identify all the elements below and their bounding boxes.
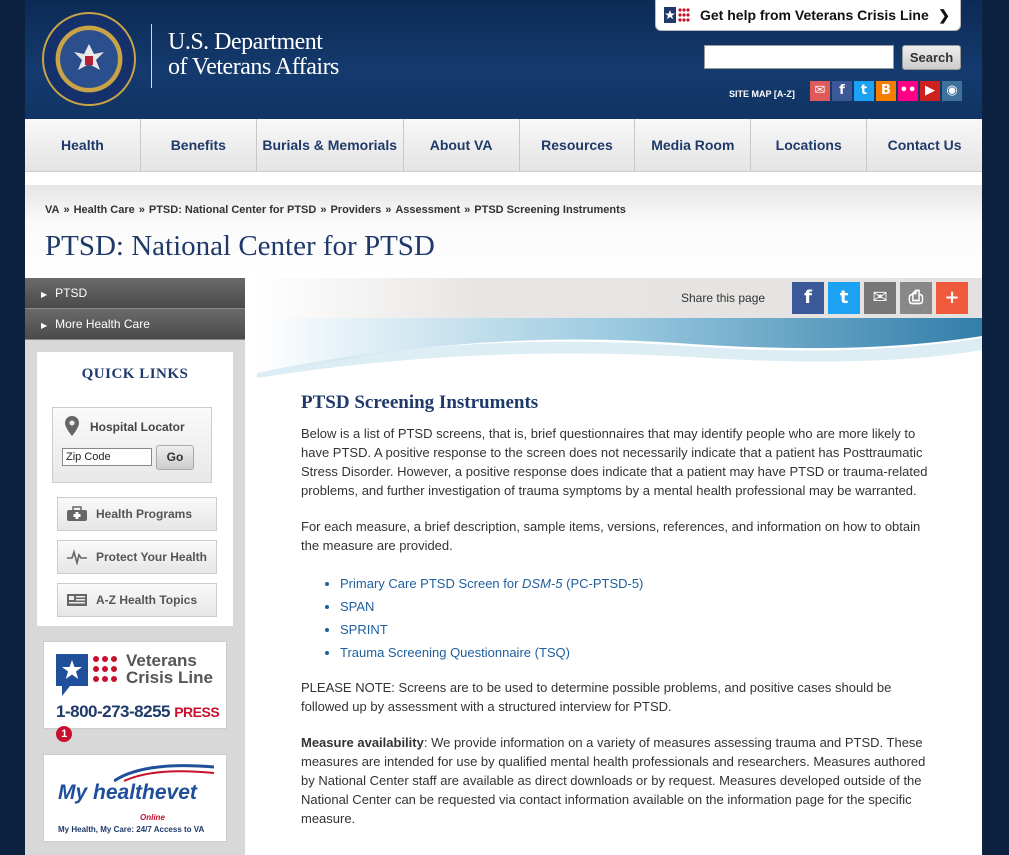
health-programs-button[interactable] [57,497,217,531]
breadcrumb-separator: » [320,204,327,216]
breadcrumb-separator: » [138,204,145,216]
breadcrumb-separator: » [385,204,392,216]
list-item-span[interactable]: • SPAN [340,595,941,618]
search-input[interactable] [704,45,894,69]
veterans-crisis-line-banner[interactable] [43,641,227,740]
nav-contact-us[interactable]: Contact Us [887,137,962,153]
zip-code-input[interactable]: Zip Code [62,448,152,466]
breadcrumb-health-care[interactable]: Health Care [73,204,135,216]
flickr-icon[interactable]: •• [898,81,918,101]
search-button[interactable]: Search [902,45,961,70]
breadcrumb-va[interactable]: VA [45,204,60,216]
list-item-pc-ptsd-5[interactable] [340,572,941,595]
sidebar-item-label: More Health Care [55,317,150,331]
share-icons [792,282,968,314]
crisis-line-label: Get help from Veterans Crisis Line [700,7,929,23]
nav-health[interactable]: Health [25,119,141,171]
print-share-icon[interactable]: ⎙ [900,282,932,314]
decorative-wave-banner [257,318,982,378]
a-z-health-topics-button[interactable] [57,583,217,617]
triangle-right-icon: ▶ [41,290,48,299]
crisis-banner-line1: Veterans [126,651,197,670]
mhv-online-label: Online [140,813,165,822]
availability-label: Measure availability [301,735,424,750]
share-bar [257,278,982,318]
content-heading: PTSD Screening Instruments [301,392,539,413]
mhv-tagline: My Health, My Care: 24/7 Access to VA [58,825,205,834]
measure-info-paragraph: For each measure, a brief description, sample items, versions, references, and information on how to obtain the measure are provided. [301,519,921,553]
topics-list-icon [66,592,88,608]
social-icons [810,81,962,101]
department-title[interactable] [168,30,339,80]
facebook-share-icon[interactable]: f [792,282,824,314]
health-programs-label: Health Programs [96,507,193,521]
intro-paragraph: Below is a list of PTSD screens, that is, brief questionnaires that may identify people who are more likely to have PTSD. A positive response to the screen does not necessarily indicate that a patient has Posttraumatic Stress Disorder. However, a positive response does indicate that a patient may have PTSD or trauma-related problems, and further investigation of trauma symptoms by a mental health professional may be warranted. [301,426,928,498]
instagram-icon[interactable]: ◉ [942,81,962,101]
map-pin-icon [65,416,79,436]
crisis-banner-title [126,652,213,686]
email-share-icon[interactable]: ✉ [864,282,896,314]
more-share-icon[interactable]: + [936,282,968,314]
va-seal-logo[interactable] [42,12,136,106]
hospital-locator-label: Hospital Locator [90,420,185,434]
header-divider [151,24,152,88]
site-header [25,0,982,119]
heartbeat-icon [66,549,88,565]
sidebar [25,278,245,855]
title-band [25,185,982,278]
screening-list [301,572,941,664]
crisis-phone: 1-800-273-8255 [56,702,170,721]
go-button[interactable]: Go [156,445,194,470]
chevron-right-icon: ❯ [938,7,950,23]
site-map-link[interactable] [729,89,795,99]
twitter-icon[interactable]: t [854,81,874,101]
quick-links-panel [37,352,233,626]
main-content [301,392,941,845]
breadcrumb-separator: » [464,204,471,216]
share-label: Share this page [681,291,766,305]
pc-ptsd-suffix: (PC-PTSD-5) [562,576,644,591]
protect-your-health-label: Protect Your Health [96,550,207,564]
triangle-right-icon: ▶ [41,321,48,330]
sidebar-item-label: PTSD [55,286,88,300]
breadcrumb-assessment[interactable]: Assessment [395,204,461,216]
protect-your-health-button[interactable] [57,540,217,574]
availability-text: : We provide information on a variety of measures assessing trauma and PTSD. These measures are intended for use by qualified mental health professionals and researchers. Measures authored by National Center staff are available as direct downloads or by request. Measures developed outside of the National Center can be requested via contact information available on the information page for the specific measure. [301,735,926,826]
twitter-share-icon[interactable]: t [828,282,860,314]
breadcrumb-current: PTSD Screening Instruments [474,204,626,216]
list-item-tsq[interactable]: • Trauma Screening Questionnaire (TSQ) [340,641,941,664]
blogger-icon[interactable]: B [876,81,896,101]
breadcrumb-separator: » [63,204,70,216]
crisis-phone-number [56,702,226,742]
crisis-banner-line2: Crisis Line [126,668,213,687]
sidebar-item-ptsd[interactable] [25,278,245,309]
page [25,0,982,855]
email-icon[interactable]: ✉ [810,81,830,101]
pc-ptsd-dsm: DSM-5 [522,576,563,591]
nav-benefits[interactable]: Benefits [141,119,257,171]
breadcrumb-ptsd[interactable]: PTSD: National Center for PTSD [148,204,317,216]
list-item-sprint[interactable]: • SPRINT [340,618,941,641]
nav-locations[interactable]: Locations [751,119,867,171]
eagle-icon [72,40,106,74]
nav-burials-memorials[interactable]: Burials & Memorials [257,119,404,171]
measure-availability-paragraph [301,733,941,828]
dept-line-2: of Veterans Affairs [168,54,339,80]
medical-bag-icon [66,506,88,522]
flag-swoosh-icon [114,761,214,783]
my-healthevet-logo: My healthevet [58,781,197,804]
crisis-line-logo-icon [56,654,122,698]
sidebar-item-more-health-care[interactable] [25,309,245,340]
site-map-label: SITE MAP [729,89,772,99]
nav-resources[interactable]: Resources [520,119,636,171]
pc-ptsd-prefix: Primary Care PTSD Screen for [340,576,523,591]
site-map-az: [A-Z] [773,89,795,99]
quick-links-title: QUICK LINKS [81,366,189,382]
dept-line-1: U.S. Department [168,29,323,55]
nav-about-va[interactable]: About VA [404,119,520,171]
press-number-badge: 1 [56,726,72,742]
veterans-crisis-line-button[interactable] [655,0,961,31]
breadcrumb [45,204,626,216]
facebook-icon[interactable]: f [832,81,852,101]
please-note-paragraph: PLEASE NOTE: Screens are to be used to determine possible problems, and positive cases should be followed up by assessment with a structured interview for PTSD. [301,680,892,714]
my-healthevet-banner[interactable] [43,754,227,842]
hospital-locator [52,407,212,483]
a-z-health-topics-label: A-Z Health Topics [96,593,198,607]
main-nav [25,119,982,172]
youtube-icon[interactable]: ▶ [920,81,940,101]
page-title: PTSD: National Center for PTSD [45,230,435,262]
nav-media-room[interactable]: Media Room [635,119,751,171]
press-label: PRESS [174,704,220,720]
breadcrumb-providers[interactable]: Providers [330,204,382,216]
crisis-flag-icon [664,7,692,23]
